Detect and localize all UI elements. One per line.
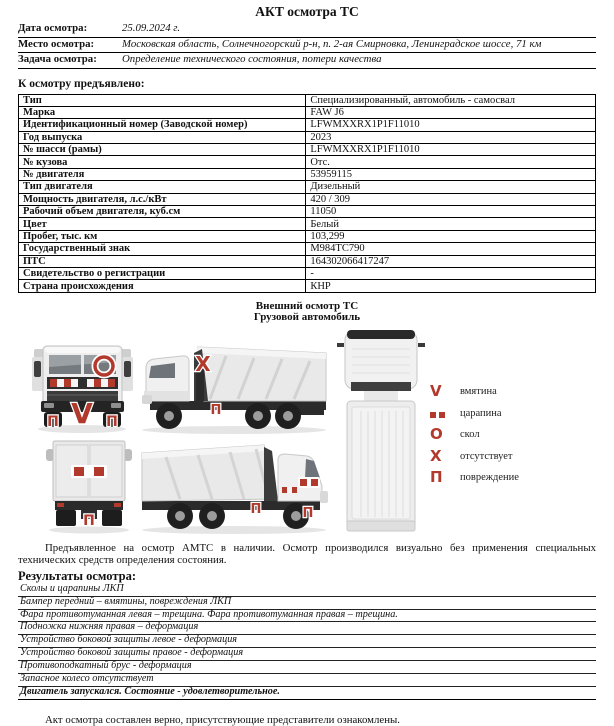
legend-item-dent (430, 381, 519, 403)
meta-label: Место осмотра: (18, 37, 95, 50)
vehicle-table (18, 94, 596, 293)
meta-label: Дата осмотра: (18, 22, 88, 34)
chip-symbol-icon: O (430, 425, 443, 443)
meta-value: 25.09.2024 г. (122, 22, 181, 34)
row-value: Специализированный, автомобиль - самосвал (306, 94, 596, 106)
table-row (19, 206, 596, 218)
row-label: Свидетельство о регистрации (19, 267, 306, 279)
table-row (19, 94, 596, 106)
row-value: Отс. (306, 156, 596, 168)
row-value: 2023 (306, 131, 596, 143)
table-row (19, 193, 596, 205)
table-row (19, 156, 596, 168)
row-label: Рабочий объем двигателя, куб.см (19, 206, 306, 218)
row-value: FAW J6 (306, 106, 596, 118)
row-label: № кузова (19, 156, 306, 168)
row-value: 164302066417247 (306, 255, 596, 267)
legend-label: повреждение (460, 472, 519, 483)
presence-note: Предъявленное на осмотр АМТС в наличии. Осмотр производился визуально без применения специальных технических средств определения состояния. (18, 541, 596, 567)
table-row (19, 144, 596, 156)
row-value: Дизельный (306, 181, 596, 193)
meta-label: Задача осмотра: (18, 53, 97, 65)
damage-marker-icon: П (210, 402, 222, 418)
scratch-symbol-icon (430, 406, 460, 421)
damage-symbol-icon: П (430, 468, 443, 486)
row-value: 11050 (306, 206, 596, 218)
result-line: Фара противотуманная левая – трещина. Фара противотуманная правая – трещина. (18, 610, 596, 623)
table-row (19, 267, 596, 279)
hazard-stripes-icon (282, 487, 297, 493)
external-inspection-heading (18, 301, 596, 324)
scratch-marker-icon (71, 465, 107, 478)
row-value: 103,299 (306, 230, 596, 242)
row-label: Государственный знак (19, 243, 306, 255)
results-list (18, 584, 596, 700)
closing-statement: Акт осмотра составлен верно, присутствующие представители ознакомлены. (45, 713, 400, 726)
row-label: Мощность двигателя, л.с./кВт (19, 193, 306, 205)
truck-front-view-icon (30, 333, 135, 435)
missing-marker-icon: X (195, 351, 211, 376)
row-label: Год выпуска (19, 131, 306, 143)
row-label: № шасси (рамы) (19, 144, 306, 156)
legend-label: отсутствует (460, 450, 513, 462)
row-label: Марка (19, 106, 306, 118)
row-value: КНР (306, 280, 596, 292)
dent-marker-icon: V (71, 396, 93, 430)
legend-label: вмятина (460, 386, 497, 397)
table-row (19, 131, 596, 143)
damage-marker-icon: П (302, 505, 314, 521)
meta-table (18, 22, 596, 69)
legend-item-scratch (430, 402, 519, 424)
results-heading: Результаты осмотра: (18, 568, 136, 583)
result-line: Запасное колесо отсутствует (18, 674, 596, 687)
result-line: Сколы и царапины ЛКП (18, 584, 596, 597)
table-row (19, 255, 596, 267)
row-value: LFWMXXRX1P1F11010 (306, 119, 596, 131)
meta-row-task (18, 53, 596, 69)
row-label: Цвет (19, 218, 306, 230)
legend-item-damage (430, 467, 519, 489)
missing-symbol-icon: X (430, 446, 442, 465)
table-row (19, 243, 596, 255)
truck-diagrams (18, 325, 596, 539)
meta-value: Определение технического состояния, потери качества (122, 53, 382, 65)
row-label: Тип двигателя (19, 181, 306, 193)
result-line: Бампер передний – вмятины, повреждения ЛКП (18, 597, 596, 610)
truck-rear-view-icon (43, 435, 135, 535)
legend-label: царапина (460, 407, 502, 419)
damage-marker-icon: П (106, 413, 118, 430)
row-label: Страна происхождения (19, 280, 306, 292)
legend-label: скол (460, 429, 480, 440)
legend-item-chip (430, 424, 519, 446)
table-row (19, 181, 596, 193)
legend-item-missing (430, 445, 519, 467)
row-label: ПТС (19, 255, 306, 267)
dent-symbol-icon: V (430, 382, 442, 400)
damage-marker-icon: П (250, 501, 262, 517)
presented-heading: К осмотру предъявлено: (18, 77, 145, 90)
row-value: LFWMXXRX1P1F11010 (306, 144, 596, 156)
row-value: М984ТС790 (306, 243, 596, 255)
meta-value: Московская область, Солнечногорский р-н, п. 2-ая Смирновка, Ленинградское шоссе, 71 км (122, 37, 542, 50)
meta-row-place (18, 38, 596, 54)
table-row (19, 106, 596, 118)
damage-marker-icon: П (83, 512, 95, 529)
row-label: Пробег, тыс. км (19, 230, 306, 242)
row-label: Тип (19, 94, 306, 106)
table-row (19, 218, 596, 230)
result-line: Противоподкатный брус - деформация (18, 661, 596, 674)
result-line-engine: Двигатель запускался. Состояние - удовлетворительное. (18, 687, 596, 700)
row-value: Белый (306, 218, 596, 230)
damage-legend (430, 381, 519, 489)
table-row (19, 230, 596, 242)
table-row (19, 119, 596, 131)
row-value: 53959115 (306, 168, 596, 180)
truck-left-side-view-icon (136, 335, 332, 435)
scratch-marker-icon (298, 477, 320, 488)
result-line: Устройство боковой защиты правое - деформация (18, 648, 596, 661)
external-inspection-line2: Грузовой автомобиль (253, 311, 361, 324)
external-inspection-line1: Внешний осмотр ТС (255, 299, 359, 312)
truck-top-view-icon (336, 325, 426, 539)
page-title: АКТ осмотра ТС (255, 4, 359, 19)
table-row (19, 280, 596, 292)
result-line: Подножка нижняя правая – деформация (18, 622, 596, 635)
result-line: Устройство боковой защиты левое - деформация (18, 635, 596, 648)
damage-marker-icon: П (47, 413, 59, 430)
truck-right-side-view-icon (136, 435, 332, 535)
table-row (19, 168, 596, 180)
row-value: - (306, 267, 596, 279)
row-label: № двигателя (19, 168, 306, 180)
row-value: 420 / 309 (306, 193, 596, 205)
meta-row-date (18, 22, 596, 38)
row-label: Идентификационный номер (Заводской номер) (19, 119, 306, 131)
